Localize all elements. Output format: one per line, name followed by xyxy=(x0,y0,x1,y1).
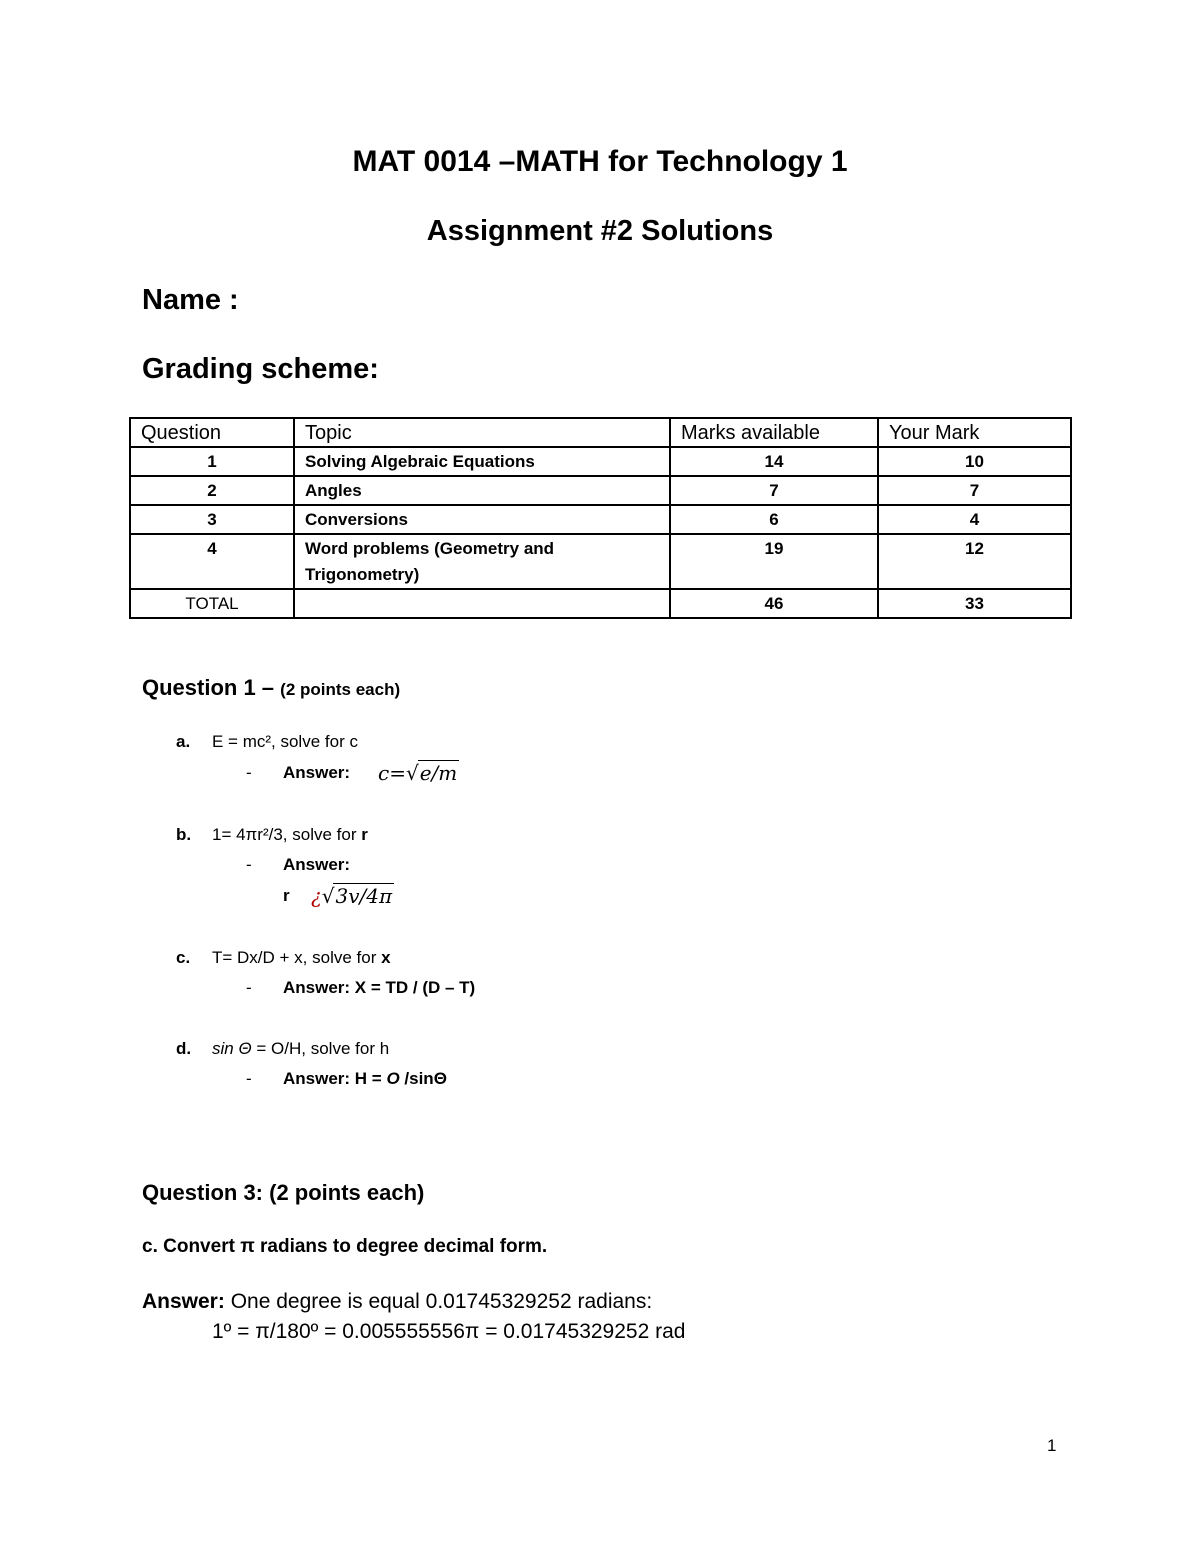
table-row xyxy=(130,447,1071,476)
question-1-heading xyxy=(142,675,400,701)
error-glyph: ¿ xyxy=(311,884,322,908)
item-text-c xyxy=(212,948,391,968)
question-cell: 2 xyxy=(130,476,294,505)
item-label-d: d. xyxy=(176,1039,192,1058)
answer-dash: - xyxy=(246,978,252,997)
answer-dash: - xyxy=(246,855,252,874)
question-3-heading: Question 3: (2 points each) xyxy=(142,1180,425,1205)
your-mark-cell: 4 xyxy=(878,505,1071,534)
answer-label-b: Answer: xyxy=(283,855,351,874)
question-3-part-c: c. Convert π radians to degree decimal form. xyxy=(142,1236,548,1257)
item-text-d-rest: = O/H, solve for h xyxy=(251,1039,390,1058)
sqrt-icon: √ xyxy=(321,884,335,908)
item-text-b xyxy=(212,825,368,845)
course-title: MAT 0014 –MATH for Technology 1 xyxy=(352,145,848,178)
item-text-d-sin: sin Θ xyxy=(212,1039,252,1058)
item-text-c-body: T= Dx/D + x, solve for xyxy=(212,948,382,967)
your-mark-cell: 33 xyxy=(878,589,1071,618)
question-1-title: Question 1 – xyxy=(142,675,275,700)
question-cell: 1 xyxy=(130,447,294,476)
item-label-c: c. xyxy=(176,948,191,967)
item-target-c: x xyxy=(381,948,391,967)
item-target-b: r xyxy=(361,825,368,844)
answer-formula-b xyxy=(311,883,394,908)
marks-cell: 7 xyxy=(670,476,878,505)
table-row xyxy=(130,505,1071,534)
column-header: Your Mark xyxy=(878,418,1071,447)
topic-cell: Solving Algebraic Equations xyxy=(294,447,670,476)
grading-scheme-label: Grading scheme: xyxy=(142,353,379,385)
question-cell: TOTAL xyxy=(130,589,294,618)
formula-radicand: e/m xyxy=(419,761,458,785)
marks-cell: 19 xyxy=(670,534,878,589)
question-1-points: (2 points each) xyxy=(280,680,401,699)
answer-d-o: O xyxy=(386,1069,400,1088)
assignment-title: Assignment #2 Solutions xyxy=(426,215,774,247)
item-label-a: a. xyxy=(176,732,191,751)
answer-formula-a xyxy=(378,760,459,785)
column-header: Question xyxy=(130,418,294,447)
table-total-row xyxy=(130,589,1071,618)
answer-d-pre: Answer: H = xyxy=(283,1069,387,1088)
formula-radicand: 3v/4π xyxy=(335,884,393,908)
your-mark-cell: 7 xyxy=(878,476,1071,505)
topic-cell: Word problems (Geometry and Trigonometry) xyxy=(294,534,670,589)
grading-table xyxy=(129,417,1072,619)
answer-d-post: /sinΘ xyxy=(399,1069,447,1088)
table-row xyxy=(130,534,1071,589)
answer-label-a: Answer: xyxy=(283,763,351,782)
question-3-answer-line2: 1º = π/180º = 0.005555556π = 0.01745329252 rad xyxy=(212,1320,686,1343)
item-label-b: b. xyxy=(176,825,192,844)
your-mark-cell: 12 xyxy=(878,534,1071,589)
answer-d xyxy=(283,1069,447,1089)
sqrt-icon: √ xyxy=(405,761,419,785)
marks-cell: 6 xyxy=(670,505,878,534)
formula-lhs: c= xyxy=(378,761,406,785)
page-number: 1 xyxy=(1047,1436,1057,1455)
answer-label: Answer: xyxy=(142,1290,225,1313)
column-header: Marks available xyxy=(670,418,878,447)
answer-text: One degree is equal 0.01745329252 radians: xyxy=(224,1290,653,1313)
column-header: Topic xyxy=(294,418,670,447)
question-cell: 4 xyxy=(130,534,294,589)
item-text-d xyxy=(212,1039,389,1059)
topic-cell xyxy=(294,589,670,618)
table-header-row xyxy=(130,418,1071,447)
answer-c: Answer: X = TD / (D – T) xyxy=(283,978,476,997)
table-row xyxy=(130,476,1071,505)
marks-cell: 14 xyxy=(670,447,878,476)
answer-dash: - xyxy=(246,763,252,782)
name-label: Name : xyxy=(142,284,239,316)
item-text-b-body: 1= 4πr²/3, solve for xyxy=(212,825,362,844)
question-cell: 3 xyxy=(130,505,294,534)
topic-cell: Angles xyxy=(294,476,670,505)
item-text-a: E = mc², solve for c xyxy=(212,732,358,751)
question-3-answer xyxy=(142,1290,652,1314)
answer-dash: - xyxy=(246,1069,252,1088)
your-mark-cell: 10 xyxy=(878,447,1071,476)
topic-cell: Conversions xyxy=(294,505,670,534)
answer-r-b: r xyxy=(283,886,290,905)
marks-cell: 46 xyxy=(670,589,878,618)
